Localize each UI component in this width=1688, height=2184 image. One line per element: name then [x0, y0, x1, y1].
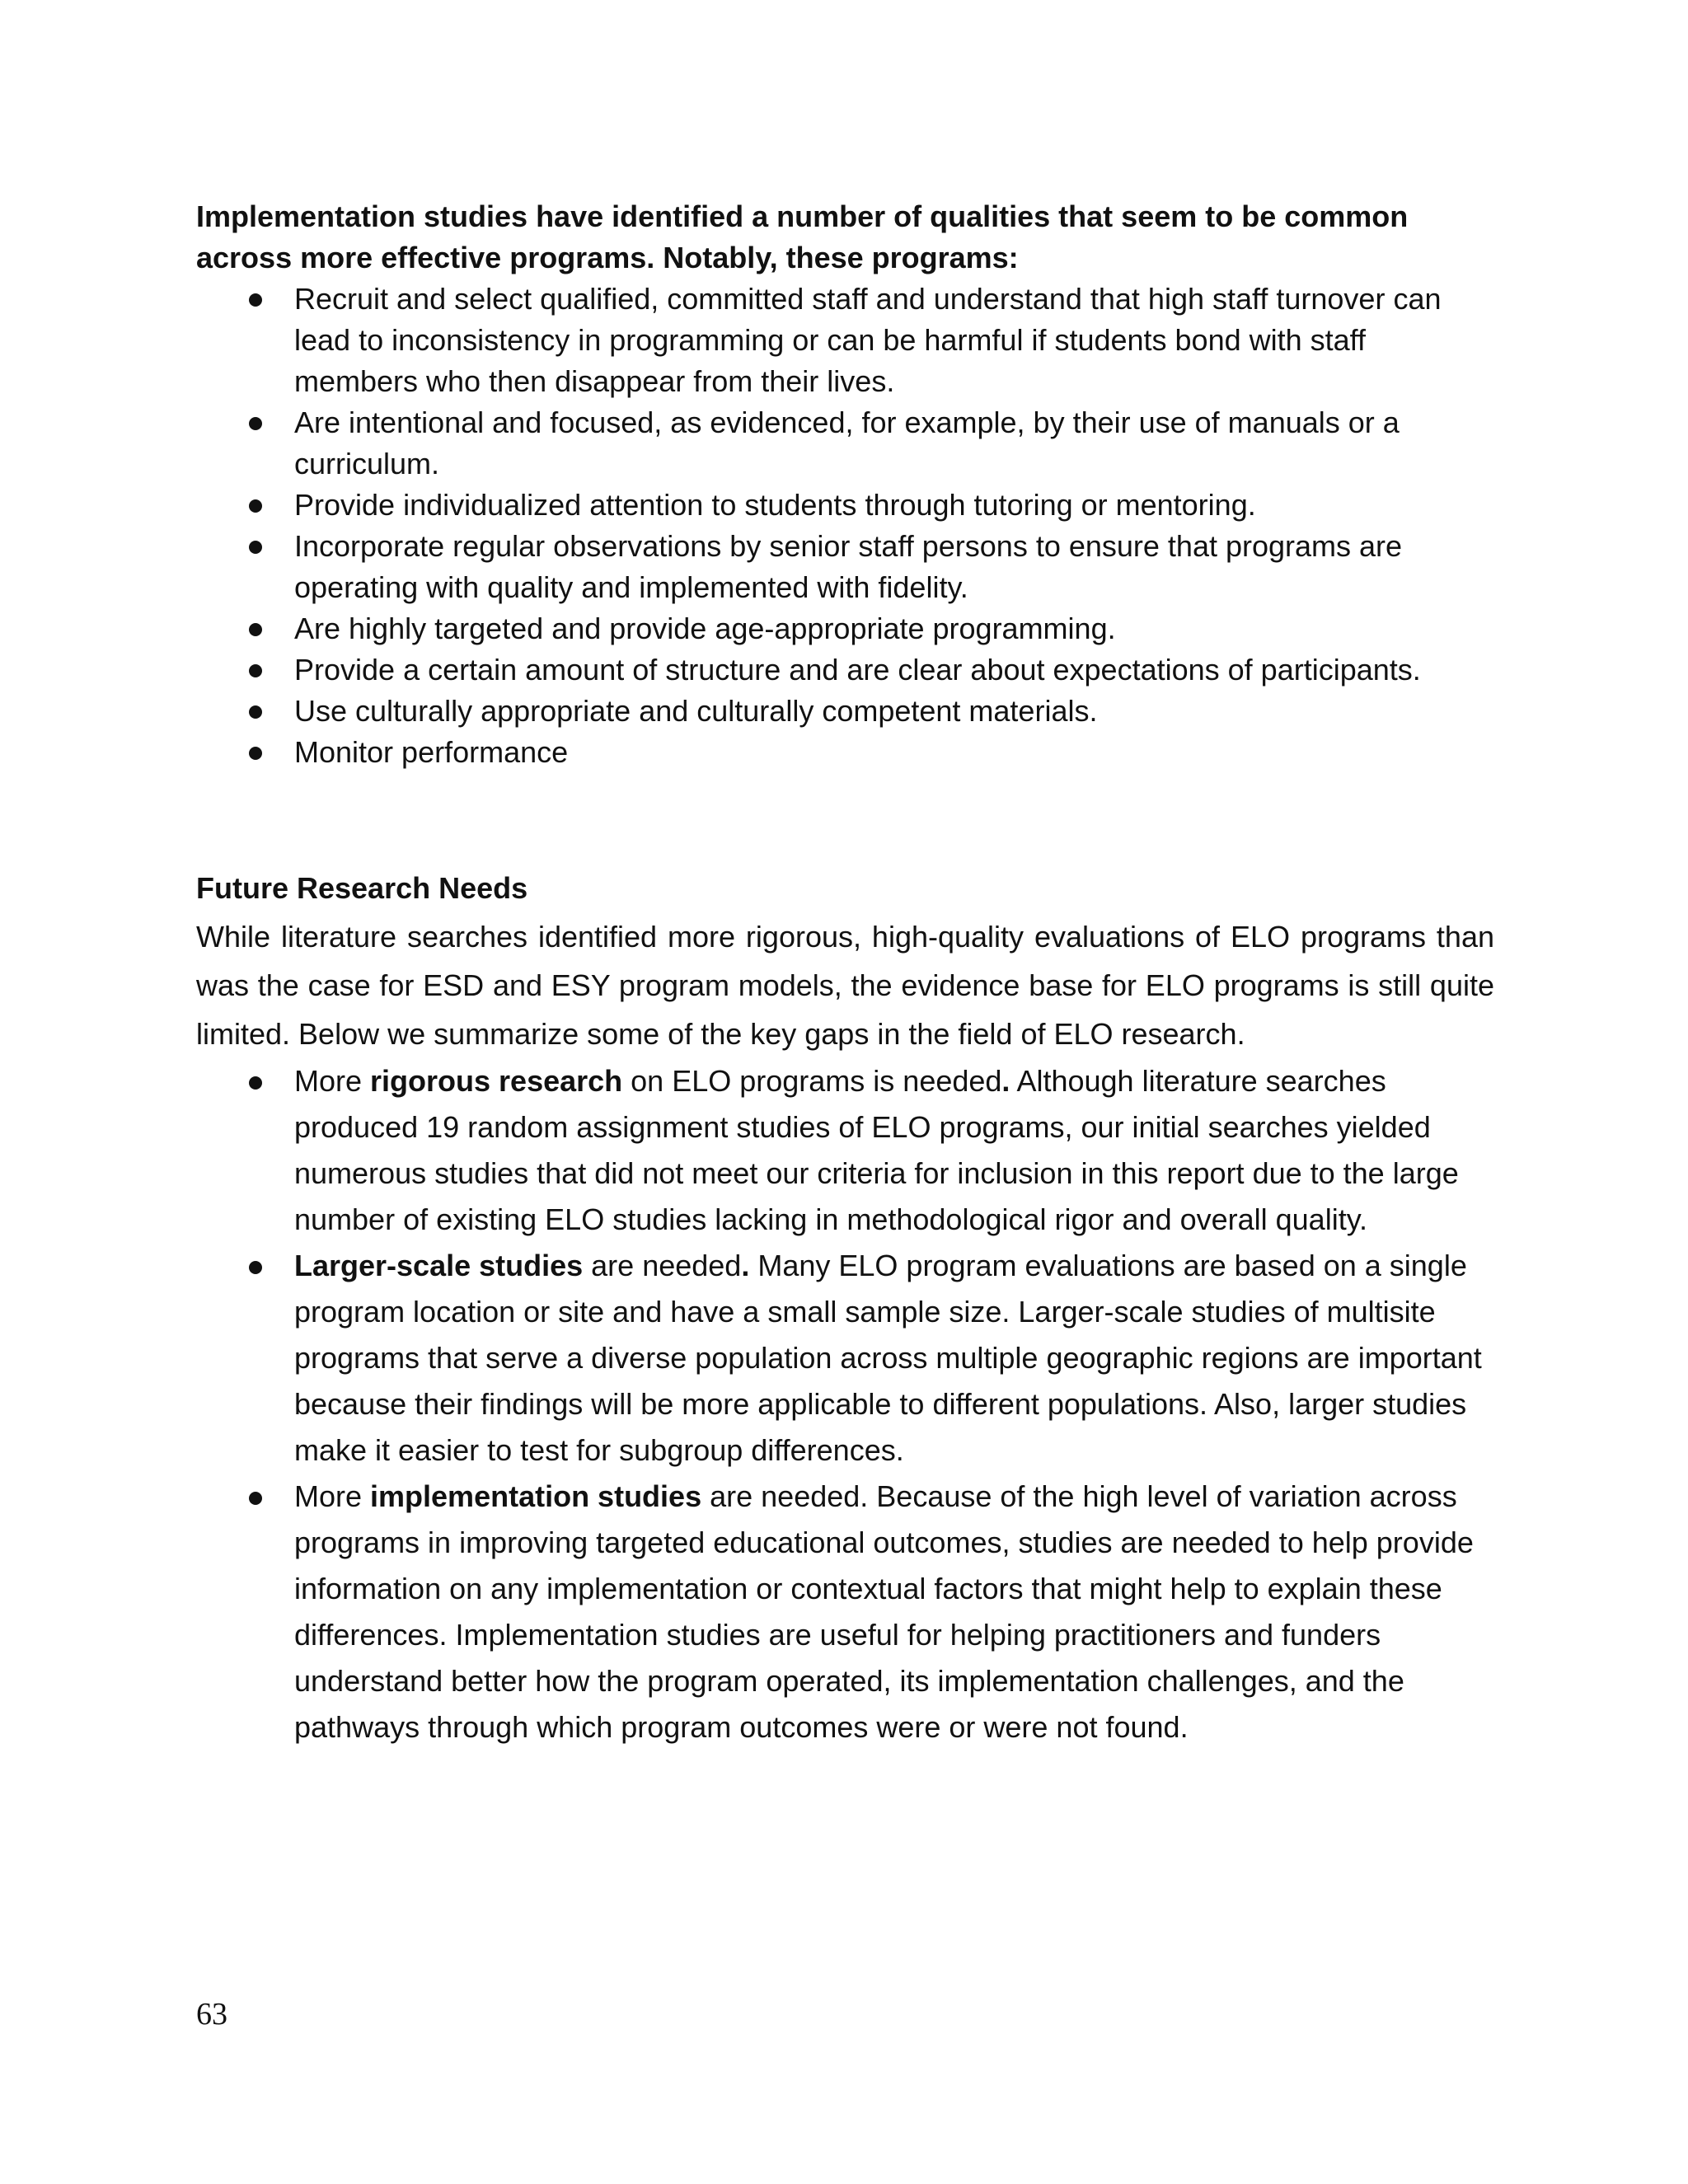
list-item-text: Provide individualized attention to students through tutoring or mentoring.: [294, 488, 1256, 522]
item-text-mid: on ELO programs is needed: [622, 1064, 1002, 1098]
bullet-icon: [249, 623, 262, 636]
document-page: [196, 196, 1494, 1750]
item-text-lead: More: [294, 1064, 371, 1098]
item-text-bold: implementation studies: [370, 1479, 702, 1513]
intro-heading: Implementation studies have identified a number of qualities that seem to be common across more effective programs. Notably, these programs:: [196, 199, 1409, 274]
list-item: [196, 485, 1494, 526]
bullet-icon: [249, 705, 262, 719]
list-item-text: Use culturally appropriate and culturally competent materials.: [294, 694, 1098, 728]
list-item-text: Are highly targeted and provide age-appropriate programming.: [294, 612, 1116, 645]
section-paragraph: While literature searches identified more rigorous, high-quality evaluations of ELO programs than was the case for ESD and ESY program models, the evidence base for ELO programs is still quite limited. Below we summarize some of the key gaps in the field of ELO research.: [196, 920, 1494, 1051]
item-text-rest: Although literature searches produced 19 random assignment studies of ELO programs, our initial searches yielded numerous studies that did not meet our criteria for inclusion in this report due to the large number of existing ELO studies lacking in methodological rigor and overall quality.: [294, 1064, 1459, 1236]
list-item: [196, 1474, 1494, 1750]
section-heading: Future Research Needs: [196, 871, 528, 905]
bullet-icon: [249, 1492, 262, 1505]
list-item: [196, 1243, 1494, 1474]
list-item-text: Recruit and select qualified, committed staff and understand that high staff turnover can lead to inconsistency in programming or can be harmful if students bond with staff members who then disappear from their lives.: [294, 282, 1442, 398]
bullet-icon: [249, 541, 262, 554]
list-item: [196, 402, 1494, 485]
item-text-bold-period: .: [741, 1249, 750, 1282]
list-item-text: Incorporate regular observations by senior staff persons to ensure that programs are operating with quality and implemented with fidelity.: [294, 529, 1403, 604]
list-item: [196, 608, 1494, 649]
list-item: [196, 526, 1494, 608]
list-item: [196, 649, 1494, 691]
item-text-bold: rigorous research: [370, 1064, 623, 1098]
item-text-bold-period: .: [1001, 1064, 1010, 1098]
item-text-mid: are needed: [583, 1249, 742, 1282]
bullet-icon: [249, 664, 262, 677]
list-item-text: Are intentional and focused, as evidenced, for example, by their use of manuals or a curriculum.: [294, 405, 1400, 480]
bullet-icon: [249, 747, 262, 760]
item-text-rest: Many ELO program evaluations are based on a single program location or site and have a small sample size. Larger-scale studies of multisite programs that serve a diverse population across multiple geographic regions are important because their findings will be more applicable to different populations. Also, larger studies make it easier to test for subgroup differences.: [294, 1249, 1482, 1467]
item-text-mid: are needed: [701, 1479, 860, 1513]
list-item-text: Monitor performance: [294, 735, 569, 769]
page-number: 63: [196, 1997, 227, 2032]
list-item: [196, 691, 1494, 732]
bullet-icon: [249, 417, 262, 430]
bullet-icon: [249, 499, 262, 513]
qualities-list: [196, 279, 1494, 773]
bullet-icon: [249, 1076, 262, 1090]
item-text-bold: Larger-scale studies: [294, 1249, 584, 1282]
list-item: [196, 279, 1494, 402]
bullet-icon: [249, 1261, 262, 1274]
list-item: [196, 732, 1494, 773]
list-item-text: Provide a certain amount of structure and are clear about expectations of participants.: [294, 653, 1421, 687]
research-needs-list: [196, 1058, 1494, 1750]
bullet-icon: [249, 293, 262, 307]
item-text-lead: More: [294, 1479, 371, 1513]
item-text-rest: . Because of the high level of variation across programs in improving targeted educational outcomes, studies are needed to help provide information on any implementation or contextual factors that might help to explain these differences. Implementation studies are useful for helping practitioners and funders understand better how the program operated, its implementation challenges, and the pathways through which program outcomes were or were not found.: [294, 1479, 1474, 1744]
list-item: [196, 1058, 1494, 1243]
